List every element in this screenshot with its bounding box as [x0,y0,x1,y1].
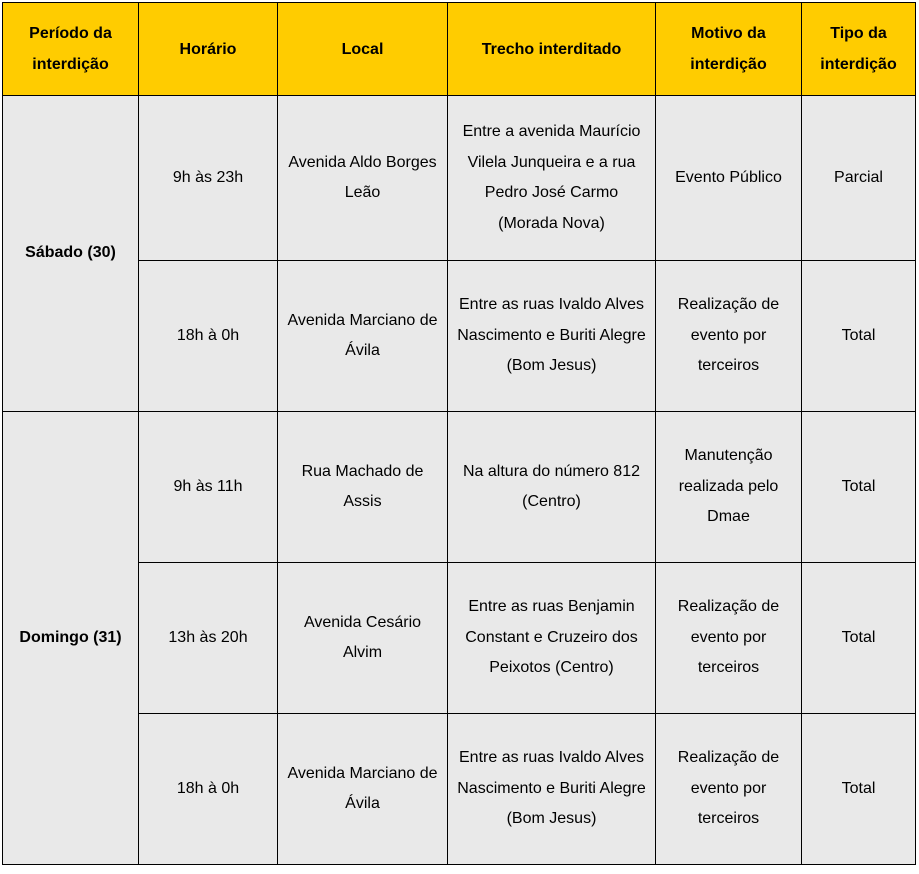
local-cell: Avenida Marciano de Ávila [278,714,448,865]
table-header-row [3,3,916,96]
trecho-cell: Na altura do número 812 (Centro) [448,412,656,563]
local-cell: Rua Machado de Assis [278,412,448,563]
motivo-cell: Realização de evento por terceiros [656,261,802,412]
tipo-cell: Total [802,714,916,865]
motivo-cell: Evento Público [656,96,802,261]
local-cell: Avenida Aldo Borges Leão [278,96,448,261]
tipo-cell: Total [802,563,916,714]
local-cell: Avenida Cesário Alvim [278,563,448,714]
interdiction-table [2,2,916,865]
header-local: Local [278,3,448,96]
tipo-cell: Total [802,261,916,412]
tipo-cell: Total [802,412,916,563]
table-row [3,412,916,563]
horario-cell: 18h à 0h [139,261,278,412]
horario-cell: 9h às 23h [139,96,278,261]
table-row [3,96,916,261]
period-cell-domingo: Domingo (31) [3,412,139,865]
local-cell: Avenida Marciano de Ávila [278,261,448,412]
header-periodo: Período da interdição [3,3,139,96]
header-trecho: Trecho interditado [448,3,656,96]
period-cell-sabado: Sábado (30) [3,96,139,412]
trecho-cell: Entre a avenida Maurício Vilela Junqueira e a rua Pedro José Carmo (Morada Nova) [448,96,656,261]
table-row [3,563,916,714]
trecho-cell: Entre as ruas Benjamin Constant e Cruzeiro dos Peixotos (Centro) [448,563,656,714]
motivo-cell: Realização de evento por terceiros [656,714,802,865]
table-row [3,261,916,412]
header-horario: Horário [139,3,278,96]
horario-cell: 9h às 11h [139,412,278,563]
header-tipo: Tipo da interdição [802,3,916,96]
tipo-cell: Parcial [802,96,916,261]
horario-cell: 18h à 0h [139,714,278,865]
header-motivo: Motivo da interdição [656,3,802,96]
horario-cell: 13h às 20h [139,563,278,714]
table-row [3,714,916,865]
trecho-cell: Entre as ruas Ivaldo Alves Nascimento e Buriti Alegre (Bom Jesus) [448,261,656,412]
trecho-cell: Entre as ruas Ivaldo Alves Nascimento e Buriti Alegre (Bom Jesus) [448,714,656,865]
motivo-cell: Manutenção realizada pelo Dmae [656,412,802,563]
motivo-cell: Realização de evento por terceiros [656,563,802,714]
